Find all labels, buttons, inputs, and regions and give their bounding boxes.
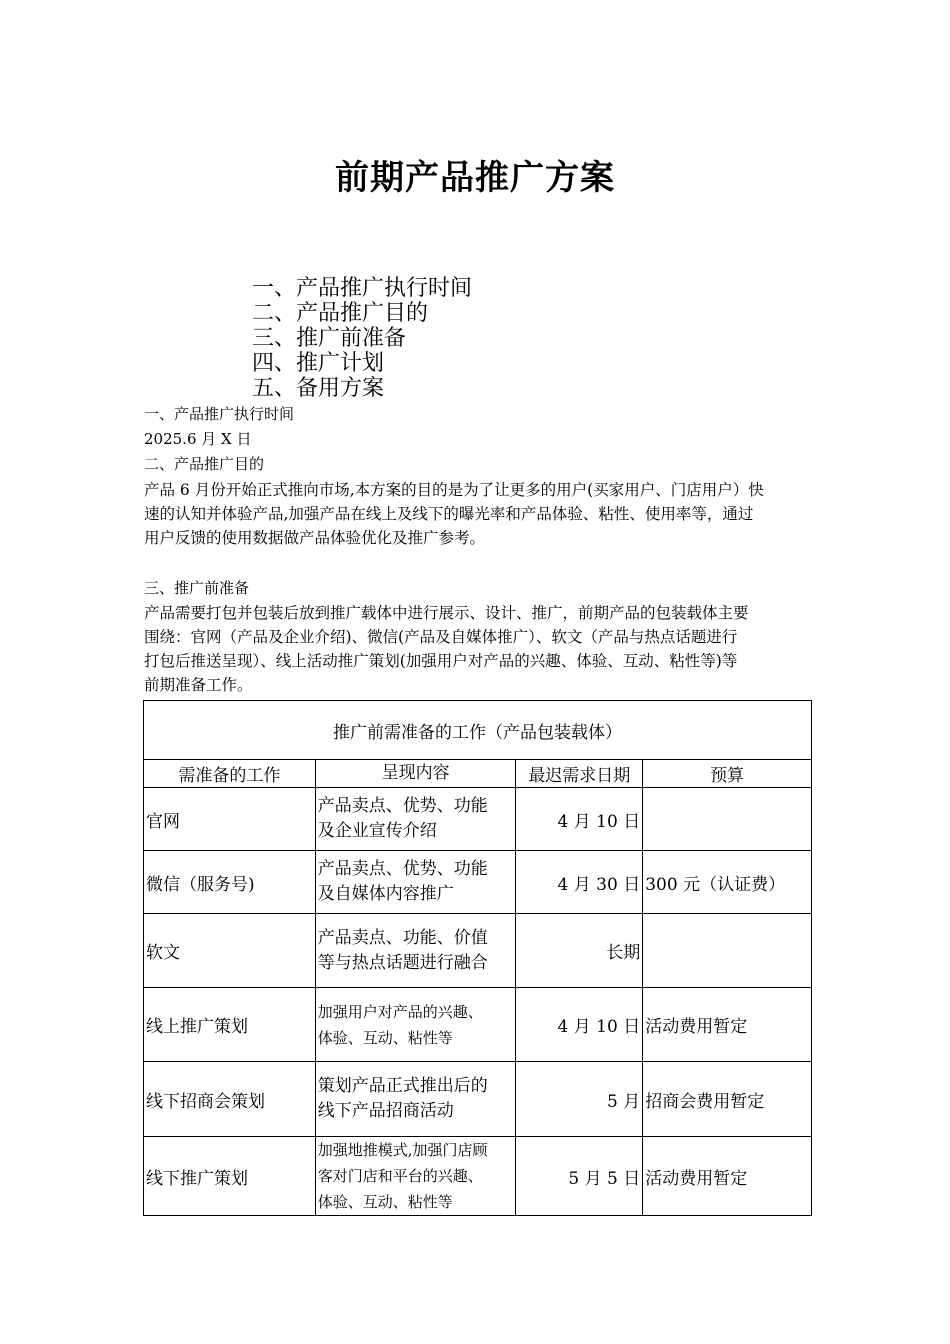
date-cell: 长期 — [516, 914, 643, 988]
content-line: 及自媒体内容推广 — [317, 884, 454, 904]
paragraph-line: 产品 6 月份开始正式推向市场,本方案的目的是为了让更多的用户(买家用户、门店用户）快 — [144, 481, 764, 499]
section1-heading: 一、产品推广执行时间 — [144, 405, 295, 423]
budget-cell — [643, 788, 812, 851]
budget-cell: 招商会费用暂定 — [643, 1062, 812, 1137]
content-line: 加强地推模式,加强门店顾 — [317, 1141, 488, 1159]
content-line: 线下产品招商活动 — [317, 1101, 454, 1121]
content-cell — [315, 914, 516, 988]
content-cell — [315, 1062, 516, 1137]
execution-date: 2025.6 月 X 日 — [144, 430, 252, 448]
section3-paragraph — [144, 601, 812, 697]
content-cell — [315, 988, 516, 1062]
content-line: 体验、互动、粘性等 — [317, 1193, 453, 1211]
content-cell — [315, 851, 516, 914]
column-header: 预算 — [643, 760, 812, 788]
work-cell: 微信（服务号) — [144, 851, 316, 914]
section2-heading: 二、产品推广目的 — [144, 455, 265, 473]
column-header: 最迟需求日期 — [516, 760, 643, 788]
budget-cell — [643, 914, 812, 988]
column-header: 需准备的工作 — [144, 760, 316, 788]
paragraph-line: 打包后推送呈现）、线上活动推广策划(加强用户对产品的兴趣、体验、互动、粘性等)等 — [144, 652, 738, 670]
document-title: 前期产品推广方案 — [335, 158, 615, 198]
date-cell: 5 月 5 日 — [516, 1137, 643, 1216]
content-line: 体验、互动、粘性等 — [317, 1028, 453, 1047]
table-row — [144, 914, 812, 988]
content-line: 策划产品正式推出后的 — [317, 1076, 488, 1096]
column-header: 呈现内容 — [315, 760, 516, 788]
content-line: 产品卖点、优势、功能 — [317, 859, 488, 879]
date-cell: 4 月 10 日 — [516, 788, 643, 851]
toc-item[interactable]: 三、推广前准备 — [252, 326, 407, 351]
paragraph-line: 用户反馈的使用数据做产品体验优化及推广参考。 — [144, 529, 486, 547]
table-of-contents — [252, 276, 472, 401]
content-cell — [315, 788, 516, 851]
section2-paragraph — [144, 478, 812, 550]
budget-cell: 活动费用暂定 — [643, 988, 812, 1062]
work-cell: 线下推广策划 — [144, 1137, 316, 1216]
date-cell: 5 月 — [516, 1062, 643, 1137]
table-header-row — [144, 760, 812, 788]
content-line: 加强用户对产品的兴趣、 — [317, 1002, 483, 1021]
work-cell: 线上推广策划 — [144, 988, 316, 1062]
toc-item[interactable]: 四、推广计划 — [252, 351, 385, 376]
date-cell: 4 月 10 日 — [516, 988, 643, 1062]
toc-item[interactable]: 一、产品推广执行时间 — [252, 276, 473, 301]
budget-cell: 300 元（认证费） — [643, 851, 812, 914]
content-cell — [315, 1137, 516, 1216]
paragraph-line: 速的认知并体验产品,加强产品在线上及线下的曝光率和产品体验、粘性、使用率等，通过 — [144, 505, 754, 523]
paragraph-line: 产品需要打包并包装后放到推广载体中进行展示、设计、推广，前期产品的包装载体主要 — [144, 604, 749, 622]
table-row — [144, 851, 812, 914]
content-line: 产品卖点、优势、功能 — [317, 796, 488, 816]
date-cell: 4 月 30 日 — [516, 851, 643, 914]
table-caption: 推广前需准备的工作（产品包装载体） — [144, 701, 812, 760]
budget-cell: 活动费用暂定 — [643, 1137, 812, 1216]
work-cell: 线下招商会策划 — [144, 1062, 316, 1137]
content-line: 等与热点话题进行融合 — [317, 952, 488, 973]
preparation-table — [143, 700, 812, 1216]
table-row — [144, 988, 812, 1062]
toc-item[interactable]: 五、备用方案 — [252, 376, 385, 401]
work-cell: 软文 — [144, 914, 316, 988]
toc-item[interactable]: 二、产品推广目的 — [252, 301, 429, 326]
paragraph-line: 围绕：官网（产品及企业介绍)、微信(产品及自媒体推广）、软文（产品与热点话题进行 — [144, 628, 738, 646]
table-row — [144, 788, 812, 851]
content-line: 及企业宣传介绍 — [317, 821, 437, 841]
section3-heading: 三、推广前准备 — [144, 579, 250, 597]
table-row — [144, 1062, 812, 1137]
table-row — [144, 1137, 812, 1216]
work-cell: 官网 — [144, 788, 316, 851]
content-line: 客对门店和平台的兴趣、 — [317, 1167, 483, 1185]
paragraph-line: 前期准备工作。 — [144, 676, 253, 694]
content-line: 产品卖点、功能、价值 — [317, 927, 488, 948]
